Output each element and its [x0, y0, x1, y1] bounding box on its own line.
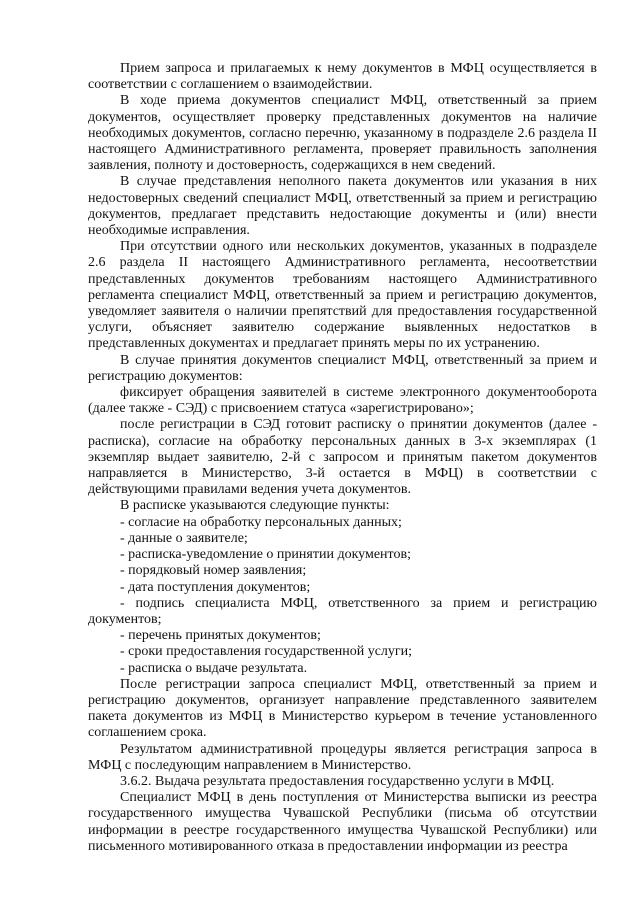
list-item: - порядковый номер заявления; — [120, 563, 307, 579]
paragraph-result: Результатом административной процедуры является регистрация запроса в МФЦ с последующим направлением в Министерство. — [88, 741, 597, 773]
section-heading-3-6-2: 3.6.2. Выдача результата предоставления государственно услуги в МФЦ. — [120, 773, 555, 789]
paragraph-incomplete-package: В случае представления неполного пакета документов или указания в них недостоверных сведений специалист МФЦ, ответственный за прием и регистрацию документов, предлагает представить недостающие документы и (или) внести необходимые исправления. — [88, 174, 597, 239]
list-item: - подпись специалиста МФЦ, ответственного за прием и регистрацию документов; — [88, 595, 597, 627]
list-item: - дата поступления документов; — [120, 579, 311, 595]
paragraph-issuance: Специалист МФЦ в день поступления от Министерства выписки из реестра государственного имущества Чувашской Республики (письма об отсутствии информации в реестре государственного имущества Чувашской Республики) или письменного мотивированного отказа в предоставлении информации из реестра — [88, 790, 597, 854]
document-page — [88, 61, 597, 855]
paragraph-receipt-preparation: после регистрации в СЭД готовит расписку о принятии документов (далее - расписка), согласие на обработку персональных данных в 3-х экземплярах (1 экземпляр выдает заявителю, 2-й с запросом и принятым пакетом документов направляется в Министерство, 3-й остается в МФЦ) в соответствии с действующими правилами ведения учета документов. — [88, 417, 597, 498]
list-item: - расписка о выдаче результата. — [120, 660, 308, 676]
list-item: - перечень принятых документов; — [120, 628, 321, 644]
paragraph-receipt-items-intro: В расписке указываются следующие пункты: — [120, 498, 390, 514]
paragraph-reception-intro: Прием запроса и прилагаемых к нему документов в МФЦ осуществляется в соответствии с соглашением о взаимодействии. — [88, 61, 597, 93]
paragraph-registration-sed: фиксирует обращения заявителей в системе электронного документооборота (далее также - СЭД) с присвоением статуса «зарегистрировано»; — [88, 385, 597, 417]
paragraph-document-check: В ходе приема документов специалист МФЦ, ответственный за прием документов, осуществляет проверку представленных документов на наличие необходимых документов, согласно перечню, указанному в подразделе 2.6 раздела II настоящего Административного регламента, проверяет правильность заполнения заявления, полноту и достоверность, содержащихся в нем сведений. — [88, 93, 597, 174]
list-item: - данные о заявителе; — [120, 530, 248, 546]
list-item: - согласие на обработку персональных данных; — [120, 514, 402, 530]
paragraph-forwarding: После регистрации запроса специалист МФЦ, ответственный за прием и регистрацию документов, организует направление представленного заявителем пакета документов из МФЦ в Министерство курьером в течение установленного соглашением срока. — [88, 676, 597, 741]
paragraph-missing-documents: При отсутствии одного или нескольких документов, указанных в подразделе 2.6 раздела II настоящего Административного регламента, несоответствии представленных документов требованиям настоящего Административного регламента специалист МФЦ, ответственный за прием и регистрацию документов, уведомляет заявителя о наличии препятствий для предоставления государственной услуги, объясняет заявителю содержание выявленных недостатков в представленных документах и предлагает принять меры по их устранению. — [88, 239, 597, 352]
paragraph-acceptance: В случае принятия документов специалист МФЦ, ответственный за прием и регистрацию документов: — [88, 352, 597, 384]
list-item: - расписка-уведомление о принятии документов; — [120, 547, 411, 563]
list-item: - сроки предоставления государственной услуги; — [120, 644, 413, 660]
